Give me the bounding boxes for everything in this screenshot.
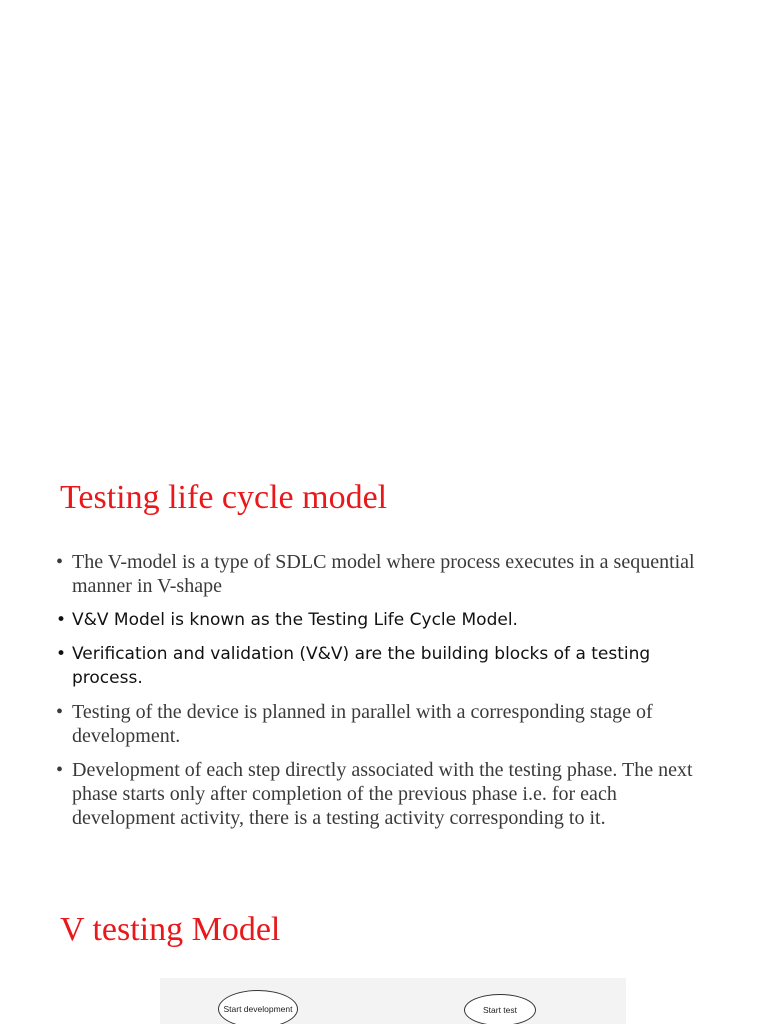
- section-title-testing-life-cycle: Testing life cycle model: [60, 479, 388, 516]
- bullet-text: Development of each step directly associated with the testing phase. The next phase starts only after completion of the previous phase i.e. for each development activity, there is a testing activity corresponding to it.: [72, 759, 693, 829]
- bullet-text: V&V Model is known as the Testing Life Cycle Model.: [72, 610, 518, 630]
- bullet-text: Verification and validation (V&V) are the building blocks of a testing process.: [72, 644, 651, 688]
- bullet-marker: •: [56, 644, 67, 664]
- bullet-marker: •: [56, 701, 64, 723]
- bullet-item: [56, 550, 724, 598]
- bullet-item: [56, 642, 724, 690]
- diagram-node-start-test: Start test: [464, 994, 536, 1024]
- bullet-item: [56, 758, 724, 830]
- bullet-text: Testing of the device is planned in parallel with a corresponding stage of development.: [72, 701, 653, 747]
- bullet-text: The V-model is a type of SDLC model where process executes in a sequential manner in V-shape: [72, 551, 695, 597]
- bullet-item: [56, 608, 724, 632]
- bullet-marker: •: [56, 610, 67, 630]
- section-title-v-testing-model: V testing Model: [60, 911, 281, 948]
- v-model-diagram: [160, 978, 626, 1024]
- diagram-node-start-development: Start development: [218, 990, 298, 1024]
- bullet-list: [56, 550, 724, 830]
- bullet-item: [56, 700, 724, 748]
- bullet-marker: •: [56, 759, 64, 781]
- bullet-marker: •: [56, 551, 64, 573]
